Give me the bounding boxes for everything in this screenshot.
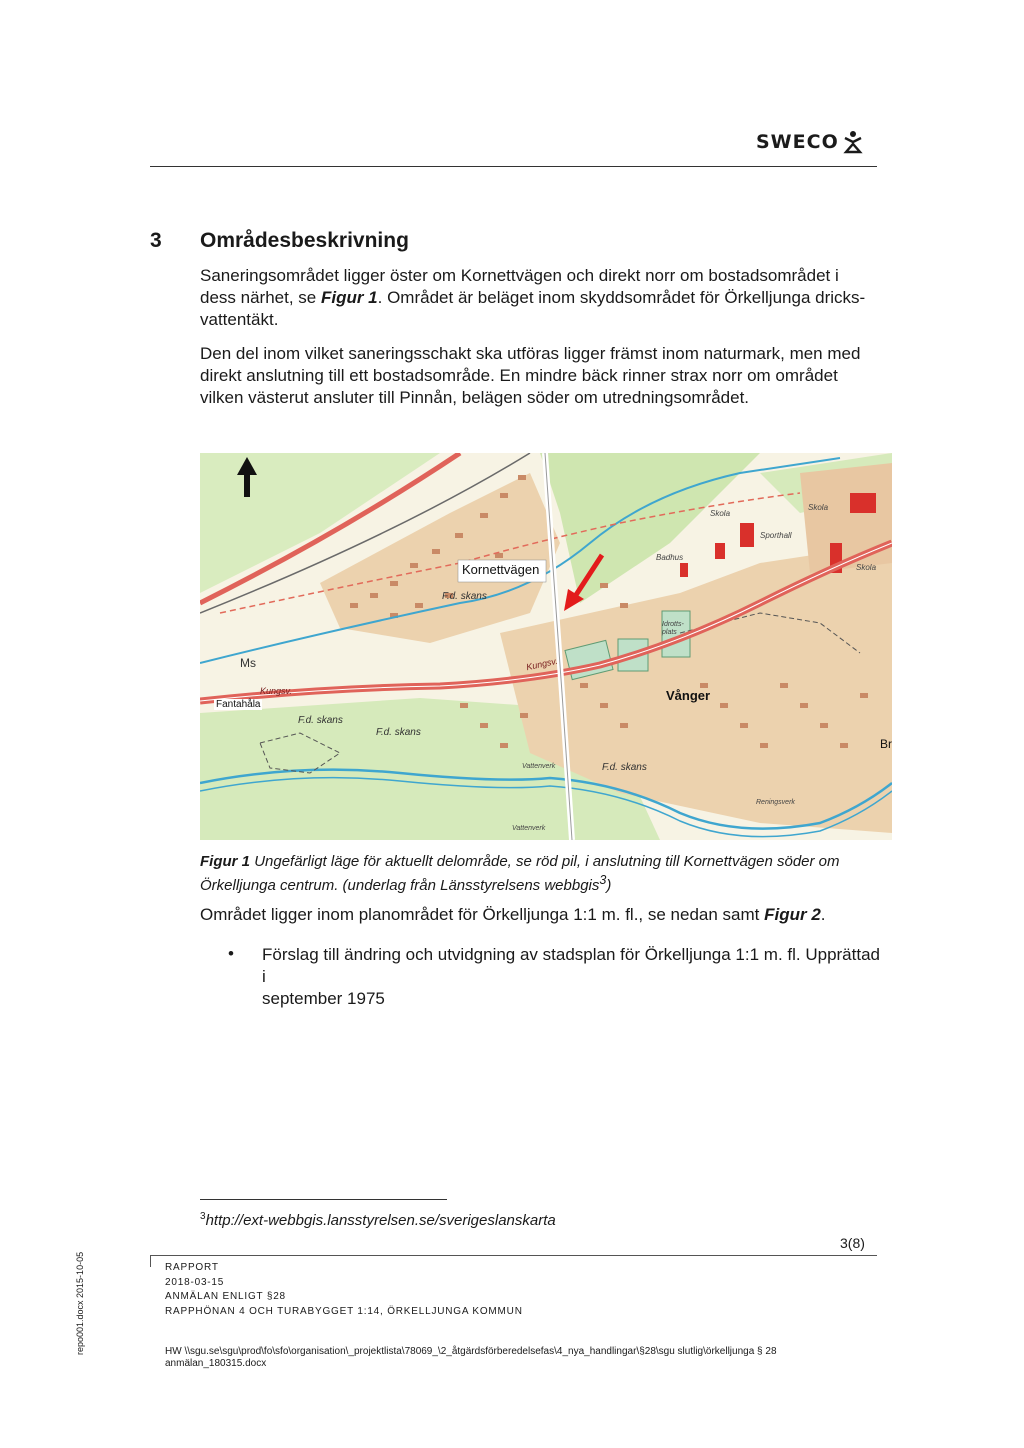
section-title: Områdesbeskrivning xyxy=(200,229,409,252)
sweco-logo xyxy=(756,130,864,154)
footer-info xyxy=(165,1261,523,1319)
bullet-item xyxy=(262,944,884,1010)
label-ms: Ms xyxy=(240,656,256,670)
label-badhus: Badhus xyxy=(656,553,684,562)
label-sporthall: Sporthall xyxy=(760,531,792,540)
label-vanger: Vånger xyxy=(666,688,711,703)
p1-line3: vattentäkt. xyxy=(200,310,279,329)
file-path-line1: HW \\sgu.se\sgu\prod\fo\sfo\organisation\_projektlista\78069_\2_åtgärdsförberedelsefas\4_nya_handlingar\§28\sgu slutlig\örkelljunga § 28 xyxy=(165,1346,777,1357)
label-reningsverk: Reningsverk xyxy=(756,799,795,806)
file-path-line2: anmälan_180315.docx xyxy=(165,1358,267,1369)
logo-text: SWECO xyxy=(756,131,839,153)
label-fd-skans-3: F.d. skans xyxy=(376,727,421,738)
label-fantahala: Fantahåla xyxy=(216,699,261,710)
section-number: 3 xyxy=(150,229,162,252)
footer-tick xyxy=(150,1255,151,1267)
label-idrottsplats: Idrotts- plats xyxy=(662,621,684,636)
figure-2-ref: Figur 2 xyxy=(764,905,821,924)
label-skola-3: Skola xyxy=(856,563,877,572)
figure-1-ref: Figur 1 xyxy=(320,288,378,307)
label-br: Br xyxy=(880,737,892,751)
paragraph-3: Området ligger inom planområdet för Örkelljunga 1:1 m. fl., se nedan samt Figur 2. xyxy=(200,905,826,924)
label-fd-skans-2: F.d. skans xyxy=(298,715,343,726)
bullet-line1: Förslag till ändring och utvidgning av stadsplan för Örkelljunga 1:1 m. fl. Upprättad i xyxy=(262,945,880,986)
caption-line2: Örkelljunga centrum. (underlag från Länsstyrelsens webbgis xyxy=(200,877,600,894)
bullet-dot: • xyxy=(228,944,234,963)
footer-rule xyxy=(150,1255,877,1256)
figure-caption: Figur 1 Ungefärligt läge för aktuellt delområde, se röd pil, i anslutning till Kornettvägen söder om Örkelljunga centrum. (underlag från Länsstyrelsens webbgis$^3$) xyxy=(200,853,840,894)
label-vattenverk-1: Vattenverk xyxy=(522,763,556,770)
footnote-url[interactable]: http://ext-webbgis.lansstyrelsen.se/sverigeslanskarta xyxy=(205,1212,556,1229)
label-fd-skans-1: F.d. skans xyxy=(442,591,487,602)
bullet-line2: september 1975 xyxy=(262,989,385,1008)
p2-line1: Den del inom vilket saneringsschakt ska utföras ligger främst inom naturmark, men med xyxy=(200,344,861,363)
paragraph-2 xyxy=(200,343,880,409)
sweco-person-icon xyxy=(842,130,864,154)
caption-line1: Ungefärligt läge för aktuellt delområde, se röd pil, i anslutning till Kornettvägen söder om xyxy=(254,853,840,870)
header-rule xyxy=(150,166,877,167)
label-skola-2: Skola xyxy=(808,503,829,512)
footnote-number: 3 xyxy=(200,1211,206,1222)
label-kungsv-2: Kungsv. xyxy=(525,655,559,673)
footnote xyxy=(200,1211,556,1229)
label-fd-skans-4: F.d. skans xyxy=(602,762,647,773)
footer-doc-type: RAPPORT xyxy=(165,1262,219,1273)
footer-date: 2018-03-15 xyxy=(165,1276,225,1288)
file-path xyxy=(165,1346,815,1370)
footnote-rule xyxy=(200,1199,447,1200)
figure-label: Figur 1 xyxy=(200,853,251,870)
p1-line2: dess närhet, se Figur 1. Området är beläget inom skyddsområdet för Örkelljunga dricks- xyxy=(200,288,866,307)
location-map xyxy=(200,453,892,840)
template-side-note: repo001.docx 2015-10-05 xyxy=(75,1251,85,1355)
label-vattenverk-2: Vattenverk xyxy=(512,825,546,832)
label-kungsv-1: Kungsv. xyxy=(260,686,292,696)
footer-project: RAPPHÖNAN 4 OCH TURABYGGET 1:14, ÖRKELLJUNGA KOMMUN xyxy=(165,1305,523,1317)
paragraph-1 xyxy=(200,265,880,331)
p2-line2: direkt anslutning till ett bostadsområde. En mindre bäck rinner strax norr om området xyxy=(200,366,838,385)
p1-line1: Saneringsområdet ligger öster om Kornettvägen och direkt norr om bostadsområdet i xyxy=(200,266,839,285)
page-number: 3(8) xyxy=(840,1235,865,1251)
label-skola-1: Skola xyxy=(710,509,731,518)
p2-line3: vilken västerut ansluter till Pinnån, belägen söder om utredningsområdet. xyxy=(200,388,750,407)
footer-subject: ANMÄLAN ENLIGT §28 xyxy=(165,1291,286,1302)
caption-footnote-ref: 3 xyxy=(599,873,607,887)
map-svg xyxy=(200,453,892,840)
label-kornettvagen: Kornettvägen xyxy=(462,562,540,577)
